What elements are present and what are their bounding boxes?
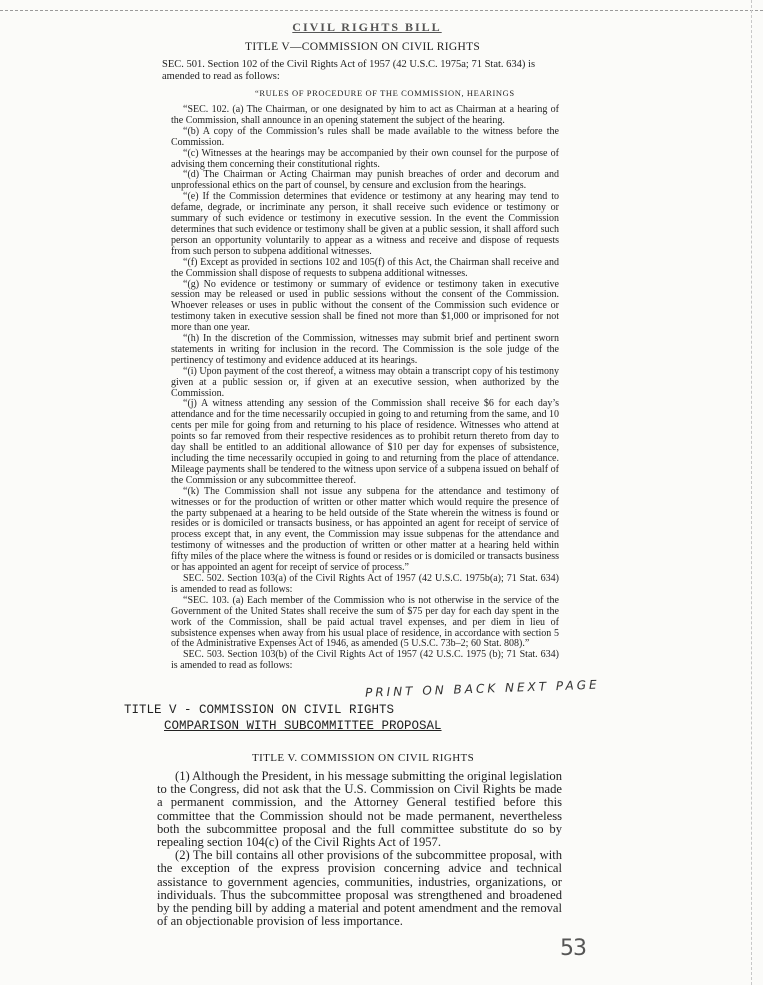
paragraph-j: “(j) A witness attending any session of the Commission shall receive $6 for each day’s attendance and for the time necessarily occupied in going to and returning from the same, and 10 cents per mile for going from and returning to his place of residence. Witnesses who attend at points so far removed from their respective residences as to prohibit return thereto from day to day shall be entitled to an additional allowance of $10 per day for expenses of subsistence, including the time necessarily occupied in going to and returning from the place of attendance. Mileage payments shall be tendered to the witness upon service of a subpena issued on behalf of the Commission or any subcommittee thereof. (171, 398, 559, 486)
rules-of-procedure-heading: “RULES OF PROCEDURE OF THE COMMISSION, HEARINGS (255, 88, 515, 98)
paragraph-h: “(h) In the discretion of the Commission, witnesses may submit brief and pertinent sworn statements in writing for inclusion in the record. The Commission is the sole judge of the pertinency of testimony and evidence adduced at its hearings. (171, 333, 559, 366)
paragraph-k: “(k) The Commission shall not issue any subpena for the attendance and testimony of witnesses or for the production of written or other matter which would require the presence of the party subpenaed at a hearing to be held outside of the State wherein the witness is found or resides or is domiciled or transacts business, or has appointed an agent for receipt of service of process except that, in any event, the Commission may issue subpenas for the attendance and testimony of witnesses and the production of written or other matter at a hearing held within fifty miles of the place where the witness is found or resides or is domiciled or transacts business or has appointed an agent for receipt of service of process.” (171, 485, 559, 574)
typed-title-block (124, 702, 464, 734)
title-v-comparison-heading: TITLE V. COMMISSION ON CIVIL RIGHTS (252, 752, 475, 764)
comparison-paragraph-2: (2) The bill contains all other provisions of the subcommittee proposal, with the exception of the express provision concerning advice and technical assistance to government agencies, communities, industries, organizations, or individuals. Thus the subcommittee proposal was strengthened and broadened by the pending bill by adding a material and potent amendment and the removal of an objectionable provision of less importance. (157, 848, 562, 929)
comparison-paragraph-1: (1) Although the President, in his message submitting the original legislation to the Congress, did not ask that the U.S. Commission on Civil Rights be made a permanent commission, and the Attorney General testified before this committee that the Commission should not be made permanent, nevertheless both the subcommittee proposal and the full committee substitute do so by repealing section 104(c) of the Civil Rights Act of 1957. (157, 769, 562, 850)
paragraph-b: “(b) A copy of the Commission’s rules shall be made available to the witness before the Commission. (171, 125, 559, 148)
paragraph-sec-502: SEC. 502. Section 103(a) of the Civil Rights Act of 1957 (42 U.S.C. 1975b(a); 71 Stat. 634) is amended to read as follows: (171, 572, 559, 595)
paragraph-i: “(i) Upon payment of the cost thereof, a witness may obtain a transcript copy of his testimony given at a public session or, if given at an executive session, when authorized by the Commission. (171, 365, 559, 399)
paragraph-d: “(d) The Chairman or Acting Chairman may punish breaches of order and decorum and unprofessional ethics on the part of counsel, by censure and exclusion from the hearings. (171, 169, 559, 192)
sec-501-intro: SEC. 501. Section 102 of the Civil Rights Act of 1957 (42 U.S.C. 1975a; 71 Stat. 634) is amended to read as follows: (162, 59, 536, 82)
title-v-heading: TITLE V—COMMISSION ON CIVIL RIGHTS (245, 41, 481, 53)
typed-title-line-2: COMPARISON WITH SUBCOMMITTEE PROPOSAL (164, 719, 442, 733)
comparison-text (157, 770, 562, 928)
scan-artifact-top (0, 10, 763, 11)
paragraph-sec-103-a: “SEC. 103. (a) Each member of the Commission who is not otherwise in the service of the Government of the United States shall receive the sum of $75 per day for each day spent in the work of the Commission, shall be paid actual travel expenses, and per diem in lieu of subsistence expenses when away from his usual place of residence, in accordance with section 5 of the Administrative Expenses Act of 1946, as amended (5 U.S.C. 73b–2; 60 Stat. 808).” (171, 594, 559, 650)
paragraph-g: “(g) No evidence or testimony or summary of evidence or testimony taken in executive session may be released or used in public sessions without the consent of the Commission. Whoever releases or uses in public without the consent of the Commission such evidence or testimony taken in executive session shall be fined not more than $1,000 or imprisoned for not more than one year. (171, 278, 559, 334)
paragraph-f: “(f) Except as provided in sections 102 and 105(f) of this Act, the Chairman shall receive and the Commission shall dispose of requests to subpena additional witnesses. (171, 256, 559, 279)
paragraph-sec-102-a: “SEC. 102. (a) The Chairman, or one designated by him to act as Chairman at a hearing of the Commission, shall announce in an opening statement the subject of the hearing. (171, 104, 559, 126)
bill-text (171, 105, 559, 672)
typed-title-line-1: TITLE V - COMMISSION ON CIVIL RIGHTS (124, 703, 395, 717)
paragraph-e: “(e) If the Commission determines that evidence or testimony at any hearing may tend to defame, degrade, or incriminate any person, it shall receive such evidence or testimony or summary of such evidence or testimony in executive session. In the event the Commission determines that such evidence or testimony shall be given at a public session, it shall afford such person an opportunity voluntarily to appear as a witness and receive and dispose of requests from such person to subpena additional witnesses. (171, 191, 559, 257)
handwritten-note: PRINT ON BACK NEXT PAGE (364, 677, 600, 700)
scan-artifact-right (751, 0, 752, 985)
paragraph-c: “(c) Witnesses at the hearings may be accompanied by their own counsel for the purpose of advising them concerning their constitutional rights. (171, 147, 559, 170)
header-smudge: CIVIL RIGHTS BILL (292, 20, 442, 34)
paragraph-sec-503: SEC. 503. Section 103(b) of the Civil Rights Act of 1957 (42 U.S.C. 1975 (b); 71 Stat. 634) is amended to read as follows: (171, 649, 559, 672)
page-number: 53 (560, 936, 586, 961)
